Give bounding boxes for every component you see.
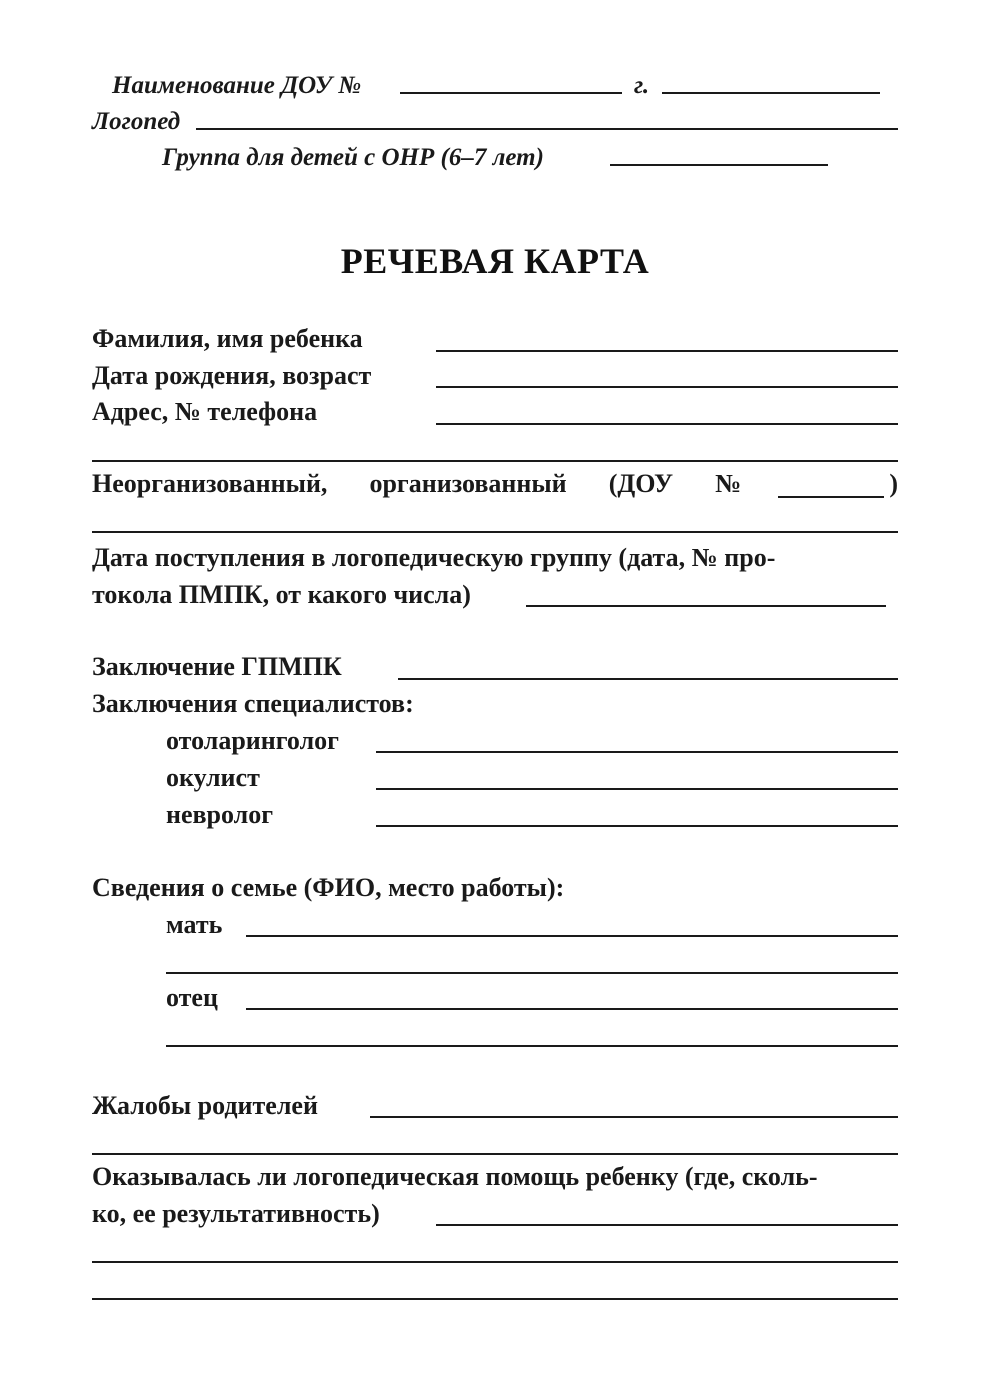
organized-dou-field[interactable] [778, 496, 884, 498]
oculist-label: окулист [166, 763, 260, 792]
organized-row [92, 469, 898, 499]
specialists-label: Заключения специалистов: [92, 689, 414, 718]
admission-line-1: Дата поступления в логопедическую группу (дата, № про- [92, 543, 776, 572]
city-field[interactable] [662, 92, 880, 94]
father-extra-field[interactable] [166, 1045, 898, 1047]
complaints-label: Жалобы родителей [92, 1091, 318, 1120]
help-block [92, 1162, 898, 1229]
admission-block [92, 543, 898, 610]
help-line-2: ко, ее результативность) [92, 1199, 380, 1228]
group-field[interactable] [610, 164, 828, 166]
page-title: РЕЧЕВАЯ КАРТА [340, 241, 650, 281]
complaints-extra-field[interactable] [92, 1153, 898, 1155]
group-label: Группа для детей с ОНР (6–7 лет) [162, 144, 544, 171]
father-field[interactable] [246, 1008, 898, 1010]
oculist-field[interactable] [376, 788, 898, 790]
dou-number-sign: № [715, 469, 742, 498]
birth-date-field[interactable] [436, 386, 898, 388]
logoped-field[interactable] [196, 128, 898, 130]
address-label: Адрес, № телефона [92, 397, 318, 426]
dou-paren-label: (ДОУ [608, 469, 674, 498]
mother-field[interactable] [246, 935, 898, 937]
dou-label: Наименование ДОУ № [112, 72, 362, 99]
birth-date-label: Дата рождения, возраст [92, 361, 372, 390]
child-name-label: Фамилия, имя ребенка [92, 324, 363, 353]
help-extra-field-1[interactable] [92, 1261, 898, 1263]
gpmpk-label: Заключение ГПМПК [92, 652, 342, 681]
address-field[interactable] [436, 423, 898, 425]
help-line-1: Оказывалась ли логопедическая помощь ребенку (где, сколь- [92, 1162, 818, 1191]
city-label: г. [634, 72, 650, 99]
address-extra-field[interactable] [92, 460, 898, 462]
ent-label: отоларинголог [166, 726, 339, 755]
organized-extra-field[interactable] [92, 531, 898, 533]
dou-number-field[interactable] [400, 92, 622, 94]
neurologist-field[interactable] [376, 825, 898, 827]
organized-option: организованный [369, 469, 567, 498]
logoped-label: Логопед [92, 108, 181, 135]
mother-label: мать [166, 910, 223, 939]
close-paren: ) [889, 469, 898, 498]
father-label: отец [166, 983, 218, 1012]
family-label: Сведения о семье (ФИО, место работы): [92, 873, 565, 902]
admission-field[interactable] [526, 605, 886, 607]
help-field[interactable] [436, 1224, 898, 1226]
help-extra-field-2[interactable] [92, 1298, 898, 1300]
unorganized-option: Неорганизованный, [92, 469, 328, 498]
mother-extra-field[interactable] [166, 972, 898, 974]
child-name-field[interactable] [436, 350, 898, 352]
gpmpk-field[interactable] [398, 678, 898, 680]
ent-field[interactable] [376, 751, 898, 753]
neurologist-label: невролог [166, 800, 274, 829]
complaints-field[interactable] [370, 1116, 898, 1118]
admission-line-2: токола ПМПК, от какого числа) [92, 580, 471, 609]
